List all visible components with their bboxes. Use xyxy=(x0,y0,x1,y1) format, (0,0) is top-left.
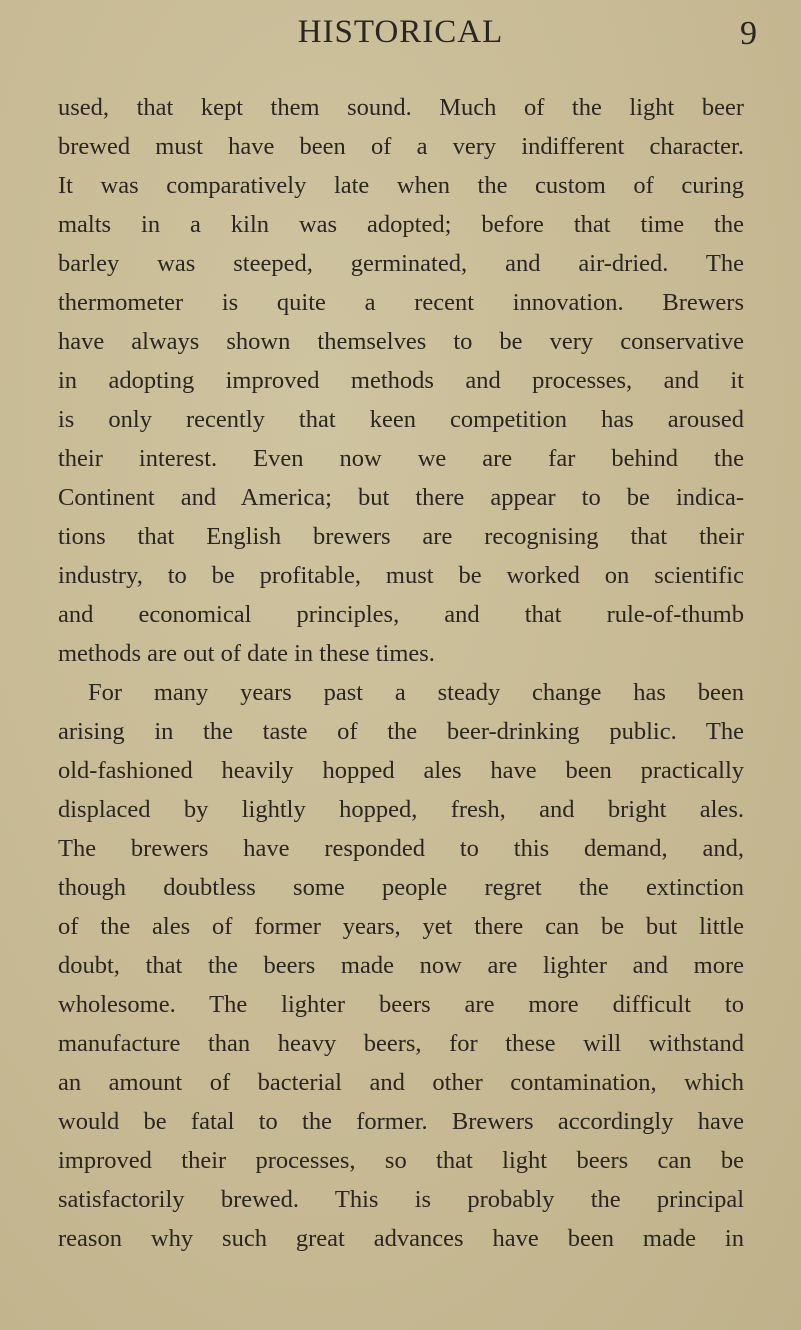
text-line: improved their processes, so that light beers can be xyxy=(58,1147,744,1174)
text-line: doubt, that the beers made now are lighter and more xyxy=(58,952,744,979)
text-line: The brewers have responded to this demand, and, xyxy=(58,835,744,862)
text-line: thermometer is quite a recent innovation. Brewers xyxy=(58,289,744,316)
text-line: methods are out of date in these times. xyxy=(58,640,435,667)
text-line: industry, to be profitable, must be worked on scientific xyxy=(58,562,744,589)
running-head-title: HISTORICAL xyxy=(297,14,504,50)
text-line: For many years past a steady change has been xyxy=(88,679,744,706)
text-line: Continent and America; but there appear to be indica- xyxy=(58,484,744,511)
text-line: though doubtless some people regret the extinction xyxy=(58,874,744,901)
text-line: malts in a kiln was adopted; before that time the xyxy=(58,211,744,238)
text-line: their interest. Even now we are far behind the xyxy=(58,445,744,472)
text-line: satisfactorily brewed. This is probably the principal xyxy=(58,1186,744,1213)
text-line: reason why such great advances have been made in xyxy=(58,1225,744,1252)
text-line: wholesome. The lighter beers are more difficult to xyxy=(58,991,744,1018)
text-line: of the ales of former years, yet there can be but little xyxy=(58,913,744,940)
text-line: displaced by lightly hopped, fresh, and bright ales. xyxy=(58,796,744,823)
paragraph-1 xyxy=(58,88,744,673)
text-line: would be fatal to the former. Brewers accordingly have xyxy=(58,1108,744,1135)
text-line: tions that English brewers are recognising that their xyxy=(58,523,744,550)
paragraph-2 xyxy=(58,673,744,1258)
text-line: have always shown themselves to be very conservative xyxy=(58,328,744,355)
text-line: and economical principles, and that rule-of-thumb xyxy=(58,601,744,628)
page-number: 9 xyxy=(740,15,757,52)
text-line: old-fashioned heavily hopped ales have been practically xyxy=(58,757,744,784)
text-line: It was comparatively late when the custom of curing xyxy=(58,172,744,199)
text-line: barley was steeped, germinated, and air-dried. The xyxy=(58,250,744,277)
text-line: arising in the taste of the beer-drinking public. The xyxy=(58,718,744,745)
body-text xyxy=(58,88,744,1258)
text-line: manufacture than heavy beers, for these will withstand xyxy=(58,1030,744,1057)
text-line: in adopting improved methods and processes, and it xyxy=(58,367,744,394)
text-line: an amount of bacterial and other contamination, which xyxy=(58,1069,744,1096)
running-head xyxy=(0,10,801,54)
text-line: brewed must have been of a very indifferent character. xyxy=(58,133,744,160)
text-line: used, that kept them sound. Much of the light beer xyxy=(58,94,744,121)
text-line: is only recently that keen competition has aroused xyxy=(58,406,744,433)
